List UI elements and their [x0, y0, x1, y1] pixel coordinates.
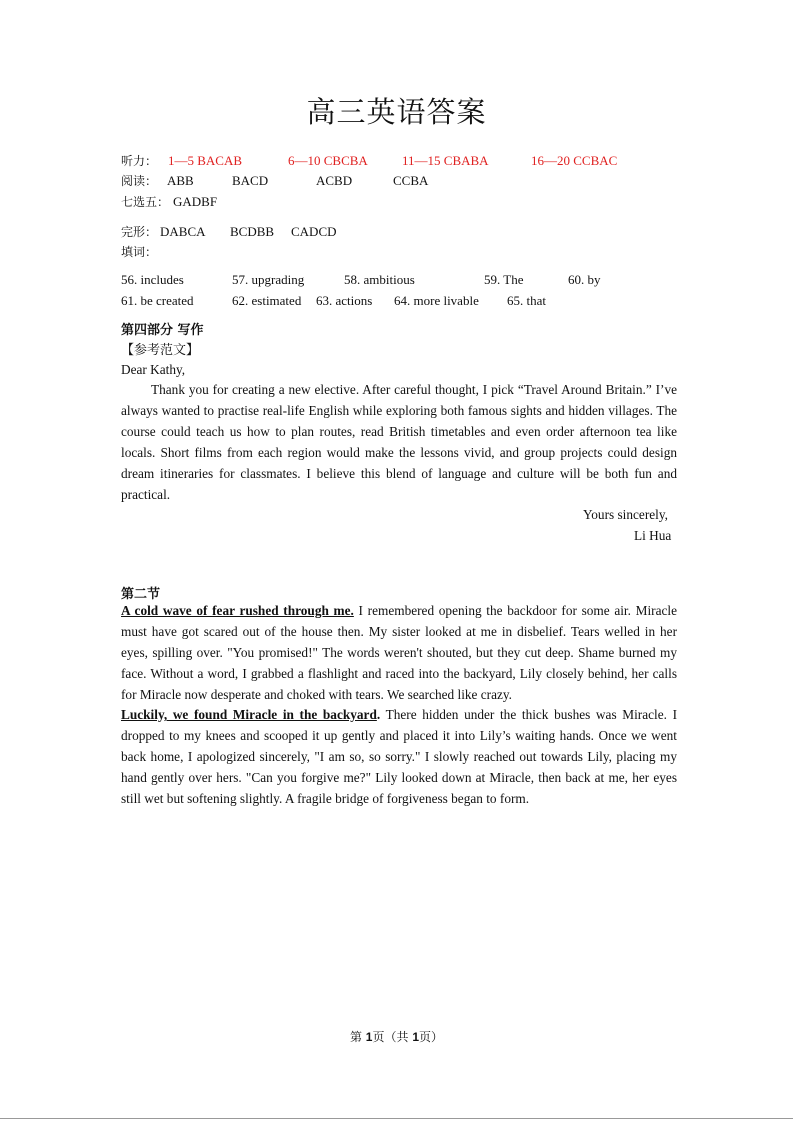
reading-answer: CCBA: [393, 173, 429, 188]
writing-section-title: 第四部分 写作: [121, 323, 204, 338]
fill-in-label: 填词：: [121, 245, 158, 259]
fill-in-answer: 63. actions: [316, 293, 373, 308]
fill-in-answer: 59. The: [484, 272, 524, 287]
letter-closing: Yours sincerely,: [583, 507, 668, 522]
letter-greeting: Dear Kathy,: [121, 362, 186, 377]
page-footer: [0, 1028, 793, 1045]
cloze-answer: BCDBB: [230, 224, 275, 239]
footer-suffix: 页）: [419, 1030, 444, 1044]
seven-choose-five-label: 七选五：: [121, 195, 170, 209]
fill-in-answer: 57. upgrading: [232, 272, 305, 287]
fill-in-answer: 65. that: [507, 293, 546, 308]
cloze-answer: CADCD: [291, 224, 337, 239]
footer-total-pages: 1: [412, 1030, 419, 1044]
fill-in-answer: 56. includes: [121, 272, 184, 287]
fill-in-answer: 64. more livable: [394, 293, 479, 308]
listening-label: 听力：: [121, 154, 158, 168]
paragraph-1-text: I remembered opening the backdoor for some air. Miracle must have got scared out of the house then. My sister looked at me in disbelief. Tears welled in her eyes, spilling over. "You promised!" The words weren't shouted, but they cut deep. Shame burned my face. Without a word, I grabbed a flashlight and raced into the backyard, Lily closely behind, her calls for Miracle now desperate and choked with tears. We searched like crazy.: [121, 603, 677, 702]
paragraph-1-lead-sentence: A cold wave of fear rushed through me.: [121, 603, 354, 618]
cloze-label: 完形：: [121, 225, 158, 239]
paragraph-2-lead-punct: .: [376, 707, 381, 722]
reading-label: 阅读：: [121, 174, 158, 188]
listening-answer: 11—15 CBABA: [402, 153, 489, 168]
letter-body: Thank you for creating a new elective. After careful thought, I pick “Travel Around Britain.” I’ve always wanted to practise real-life English while exploring both famous sights and hidden villages. The course could teach us how to plan routes, read British timetables and even order afternoon tea like locals. Short films from each region would make the lessons vivid, and group projects could design dream itineraries for classmates. I believe this blend of language and culture will be both fun and practical.: [121, 382, 677, 502]
paragraph-2-text: There hidden under the thick bushes was Miracle. I dropped to my knees and scooped it up gently and placed it into Lily’s waiting hands. Once we went back home, I apologized sincerely, "I am so, so sorry." I slowly reached out towards Lily, placing my hand gently over hers. "Can you forgive me?" Lily looked down at Miracle, then back at me, her eyes still wet but softening slightly. A fragile bridge of forgiveness began to form.: [121, 707, 677, 806]
page-title: 高三英语答案: [306, 95, 487, 129]
continuation-paragraph-1: [121, 600, 677, 705]
paragraph-2-lead-sentence: Luckily, we found Miracle in the backyard: [121, 707, 377, 722]
reading-answer: ACBD: [316, 173, 353, 188]
fill-in-answer: 62. estimated: [232, 293, 302, 308]
cloze-answer: DABCA: [160, 224, 206, 239]
footer-mid: 页（共: [372, 1030, 413, 1044]
fill-in-answer: 60. by: [568, 272, 601, 287]
fill-in-answer: 61. be created: [121, 293, 194, 308]
sample-essay-label: 【参考范文】: [121, 343, 200, 358]
listening-answer: 16—20 CCBAC: [531, 153, 618, 168]
reading-answer: ABB: [167, 173, 194, 188]
letter-signature: Li Hua: [634, 528, 672, 543]
reading-answer: BACD: [232, 173, 269, 188]
seven-choose-five-answer: GADBF: [173, 194, 218, 209]
listening-answer: 6—10 CBCBA: [288, 153, 368, 168]
bottom-divider: [0, 1118, 793, 1119]
listening-answer: 1—5 BACAB: [168, 153, 243, 168]
footer-prefix: 第: [349, 1030, 366, 1044]
continuation-paragraph-2: [121, 704, 677, 809]
section2-title: 第二节: [121, 587, 161, 602]
footer-page-number: 1: [365, 1030, 373, 1044]
fill-in-answer: 58. ambitious: [344, 272, 415, 287]
